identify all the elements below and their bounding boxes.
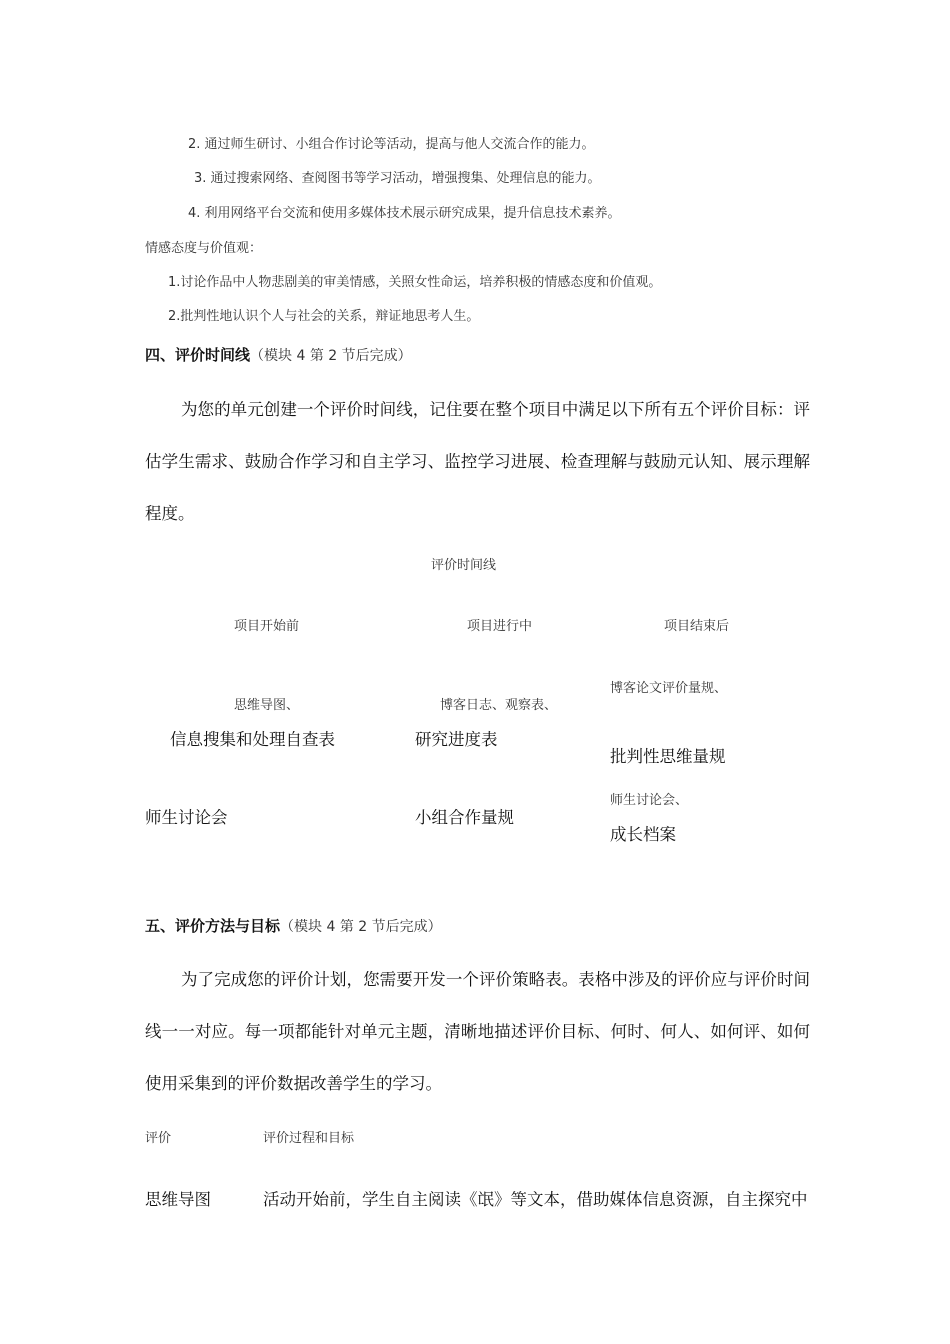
section5-heading	[145, 915, 442, 936]
affective-item-1: 1.讨论作品中人物悲剧美的审美情感，关照女性命运，培养积极的情感态度和价值观。	[168, 275, 662, 290]
timeline-title: 评价时间线	[431, 558, 497, 573]
timeline-col-during: 项目进行中	[467, 619, 533, 634]
col3-big1: 批判性思维量规	[610, 747, 726, 766]
col1-big2: 师生讨论会	[145, 808, 228, 827]
section4-paragraph: 为您的单元创建一个评价时间线，记住要在整个项目中满足以下所有五个评价目标：评估学生需求、鼓励合作学习和自主学习、监控学习进展、检查理解与鼓励元认知、展示理解程度。	[145, 400, 810, 523]
section5-paragraph: 为了完成您的评价计划，您需要开发一个评价策略表。表格中涉及的评价应与评价时间线一一对应。每一项都能针对单元主题，清晰地描述评价目标、何时、何人、如何评、如何使用采集到的评价数据改善学生的学习。	[145, 970, 810, 1093]
section4-heading	[145, 344, 412, 365]
col2-small: 博客日志、观察表、	[440, 698, 558, 713]
col3-small2: 师生讨论会、	[610, 793, 689, 808]
col2-big1: 研究进度表	[415, 730, 498, 749]
skill-objective-2: 2. 通过师生研讨、小组合作讨论等活动，提高与他人交流合作的能力。	[188, 137, 595, 152]
skill-objective-4: 4. 利用网络平台交流和使用多媒体技术展示研究成果，提升信息技术素养。	[188, 206, 621, 221]
col3-small1: 博客论文评价量规、	[610, 681, 728, 696]
section4-title: 四、评价时间线	[145, 346, 251, 364]
col1-small: 思维导图、	[234, 698, 300, 713]
affective-item-2: 2.批判性地认识个人与社会的关系，辩证地思考人生。	[168, 309, 480, 324]
section5-note: （模块 4 第 2 节后完成）	[280, 919, 442, 935]
table-row-desc: 活动开始前，学生自主阅读《氓》等文本，借助媒体信息资源，自主探究中	[263, 1190, 808, 1209]
table-row-name: 思维导图	[145, 1190, 211, 1209]
col2-big2: 小组合作量规	[415, 808, 514, 827]
section4-note: （模块 4 第 2 节后完成）	[250, 348, 412, 364]
col3-big2: 成长档案	[610, 825, 676, 844]
table-header-eval: 评价	[145, 1131, 172, 1146]
col1-big1: 信息搜集和处理自查表	[170, 730, 335, 749]
table-header-process: 评价过程和目标	[263, 1131, 355, 1146]
timeline-col-before: 项目开始前	[234, 619, 300, 634]
timeline-col-after: 项目结束后	[664, 619, 730, 634]
affective-label: 情感态度与价值观：	[145, 241, 263, 256]
skill-objective-3: 3. 通过搜索网络、查阅图书等学习活动，增强搜集、处理信息的能力。	[194, 171, 601, 186]
section5-title: 五、评价方法与目标	[145, 917, 281, 935]
